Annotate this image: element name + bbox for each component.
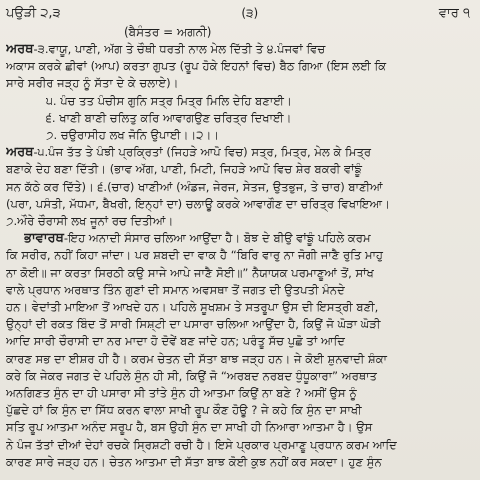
text-line: ਕਾਰਣ ਸਾਰੇ ਜੜ੍ਹ ਹਨ। ਚੇਤਨ ਆਤਮਾ ਦੀ ਸੱਤਾ ਬਾਝ ਕੋਈ ਕੁਝ ਨਹੀਂ ਕਰ ਸਕਦਾ। ਹੁਣ ਸੁੰਨ [6,454,382,469]
text-line: ਆਦਿ ਸਾਰੀ ਚੌਰਾਸੀ ਦਾ ਨਰ ਮਾਦਾ ਹੋ ਦੋਵੇਂ ਬਣ ਜਾਂਦੇ ਹਨ; ਪਰੰਤੂ ਸੱਚ ਪੁਛੋ ਤਾਂ ਆਦਿ [6,334,345,349]
text-line: (ਪਰਾ, ਪਸੰਤੀ, ਮੱਧਮਾ, ਬੈਖਰੀ, ਇਨ੍ਹਾਂ ਦਾ) ਚਲਾਊ ਕਰਕੇ ਆਵਾਗੌਣ ਦਾ ਚਰਿਤ੍ਰ ਵਿਖਾਇਆ। [6,196,390,211]
page-number: (੩) [241,6,259,21]
meaning-text: -੫.ਪੰਜ ਤੱਤ ਤੇ ਪੰਝੀ ਪ੍ਰਕ੍ਰਿਤਾਂ (ਜਿਹੜੇ ਆਪੋ ਵਿਚ) ਸਤ੍ਰ, ਮਿਤ੍ਰ, ਮੇਲ ਕੇ ਮਿਤ੍ਰ [33,145,372,160]
verse-line: ੭. ਚਉਰਾਸੀਹ ਲਖ ਜੋਨਿ ਉਪਾਈ।।੨।। [46,128,220,143]
text-line: ਕਾਰਣ ਸਭ ਦਾ ਈਸ਼ਰ ਹੀ ਹੈ। ਕਰਮ ਚੇਤਨ ਦੀ ਸੱਤਾ ਬਾਝ ਜੜ੍ਹ ਹਨ। ਜੇ ਕੋਈ ਸ਼ੁਨਵਾਦੀ ਸ਼ੰਕਾ [6,351,387,366]
meaning-paragraph-2-start [6,144,470,161]
explanation-term: ਭਾਵਾਰਥ [24,231,64,247]
text-line: ਕਰੇ ਕਿ ਜੇਕਰ ਜਗਤ ਦੇ ਪਹਿਲੇ ਸੁੰਨ ਹੀ ਸੀ, ਕਿਉਂ ਜੋ “ਅਰਬਦ ਨਰਬਦ ਧੁੰਧੂਕਾਰਾ” ਅਰਥਾਤ [6,368,377,383]
header-pauri: ਪਉੜੀ ੨,੩ [6,6,61,22]
text-line: ੭.ਔਰੇ ਚੌਰਾਸੀ ਲਖ ਜੂਨਾਂ ਰਚ ਦਿਤੀਆਂ। [6,214,174,229]
text-line: ਕਿ ਸਰੀਰ, ਨਹੀਂ ਕਿਹਾ ਜਾਂਦਾ। ਪਰ ਸ਼ਬਦੀ ਦਾ ਵਾਕ ਹੈ “ਬਿਰਿ ਵਾਰੁ ਨਾ ਜੋਗੀ ਜਾਣੈ ਰੁਤਿ ਮਾਹੁ [6,248,384,263]
text-line: ਨਾ ਕੋਈ॥ ਜਾ ਕਰਤਾ ਸਿਰਠੀ ਕਉ ਸਾਜੇ ਆਪੇ ਜਾਣੈ ਸੋਈ॥” ਨੈਯਾਯਕ ਪਰਮਾਣੂਆਂ ਤੋਂ, ਸਾਂਖ [6,265,374,280]
verse-line: ੫. ਪੰਚ ਤਤ ਪੰਚੀਸ ਗੁਨਿ ਸਤ੍ਰ ਮਿਤ੍ਰ ਮਿਲਿ ਦੇਹਿ ਬਣਾਈ। [46,93,292,108]
meaning-text: -੩.ਵਾਯੂ, ਪਾਣੀ, ਅੱਗ ਤੇ ਚੌਥੀ ਧਰਤੀ ਨਾਲ ਮੇਲ ਦਿੱਤੀ ਤੇ ੪.ਪੰਜਵਾਂ ਵਿਚ [33,42,326,56]
text-line: ਸਤਿ ਰੂਪ ਆਤਮਾ ਅਨੰਦ ਸਰੂਪ ਹੈ, ਬਸ ਉਹੀ ਸੁੰਨ ਦਾ ਸਾਖੀ ਹੀ ਨਿਆਰਾ ਆਤਮਾ ਹੈ। ਉਸ [6,420,373,435]
header-var: ਵਾਰ ੧ [438,6,470,22]
page-header [6,4,470,24]
meaning-term: ਅਰਥ [6,145,34,161]
text-line: ਉਨ੍ਹਾਂ ਦੀ ਰਕਤ ਬਿੰਦ ਤੋਂ ਸਾਰੀ ਸਿਸ਼੍ਟੀ ਦਾ ਪਸਾਰਾ ਚਲਿਆ ਆਉਂਦਾ ਹੈ, ਕਿਉਂ ਜੋ ਘੋੜਾ ਘੋੜੀ [6,317,381,332]
verse-line: ੬. ਖਾਣੀ ਬਾਣੀ ਚਲਿਤੁ ਕਰਿ ਆਵਾਗਉਣ ਚਰਿਤ੍ਰ ਦਿਖਾਈ। [46,110,292,125]
text-line: ਸਨ ਕੱਠੇ ਕਰ ਦਿੱਤੇ)। ੬.(ਚਾਰ) ਖਾਣੀਆਂ (ਅੰਡਜ, ਜੇਰਜ, ਸੇਤਜ, ਉਤਭੁਜ, ਤੇ ਚਾਰ) ਬਾਣੀਆਂ [6,179,383,194]
explanation-paragraph-start [24,230,470,247]
text-line: ਨੇ ਪੰਜ ਤੱਤਾਂ ਦੀਆਂ ਦੇਹਾਂ ਰਚਕੇ ਸ੍ਰਿਸ਼ਟੀ ਰਚੀ ਹੈ। ਇਸੇ ਪ੍ਰਕਾਰ ਪ੍ਰਮਾਣੂ ਪ੍ਰਧਾਨ ਕਰਮ ਆਦਿ [6,437,397,452]
text-line: ਹਨ। ਵੇਦਾਂਤੀ ਮਾਇਆ ਤੋਂ ਆਖਦੇ ਹਨ। ਪਹਿਲੇ ਸੂਖਸ਼ਮ ਤੇ ਸਤਰੂਪਾ ਉਸ ਦੀ ਇਸਤ੍ਰੀ ਬਣੀ, [6,300,379,315]
gloss-line: (ਬੈਸੰਤਰ = ਅਗਨੀ) [124,25,212,39]
text-line: ਅਕਾਸ ਕਰਕੇ ਛੀਵਾਂ (ਆਪ) ਕਰਤਾ ਗੁਪਤ (ਰੂਪ ਹੋਕੇ ਇਹਨਾਂ ਵਿਚ) ਬੈਠ ਗਿਆ (ਇਸ ਲਈ ਕਿ [6,59,387,74]
text-line: ਅਨਗਿਣਤ ਸੁੰਨ ਦਾ ਹੀ ਪਸਾਰਾ ਸੀ ਤਾਂਤੇ ਸੁੰਨ ਹੀ ਆਤਮਾ ਕਿਉਂ ਨਾ ਬਣੇ ? ਅਸੀਂ ਉਸ ਨੂੰ [6,386,357,401]
explanation-text: -ਇਹ ਅਨਾਦੀ ਸੰਸਾਰ ਚਲਿਆ ਆਉਂਦਾ ਹੈ। ਬੋਝ ਦੇ ਬੀਉ ਵਾਂਙੂੰ ਪਹਿਲੇ ਕਰਮ [63,231,371,246]
meaning-term: ਅਰਥ [6,42,34,57]
text-line: ਸਾਰੇ ਸਰੀਰ ਜੜ੍ਹ ਨੂੰ ਸੱਤਾ ਦੇ ਕੇ ਚਲਾਏ)। [6,76,179,91]
text-line: ਵਾਲੇ ਪ੍ਰਧਾਨ ਅਰਥਾਤ ਤਿੰਨ ਗੁਣਾਂ ਦੀ ਸਮਾਨ ਅਵਸਥਾ ਤੋਂ ਜਗਤ ਦੀ ਉਤਪਤੀ ਮੰਨਦੇ [6,282,345,297]
text-line: ਬਣਾਕੇ ਦੇਹ ਬਣਾ ਦਿੱਤੀ। (ਭਾਵ ਅੱਗ, ਪਾਣੀ, ਮਿਟੀ, ਜਿਹੜੇ ਆਪੋ ਵਿਚ ਸ਼ੇਰ ਬਕਰੀ ਵਾਂਙੂੰ [6,162,363,177]
meaning-paragraph-1-start [6,41,470,58]
text-line: ਪੁੱਛਦੇ ਹਾਂ ਕਿ ਸੁੰਨ ਦਾ ਸਿੱਧ ਕਰਨ ਵਾਲਾ ਸਾਖੀ ਰੂਪ ਕੌਣ ਹੋਊ ? ਜੇ ਕਹੇ ਕਿ ਸੁੰਨ ਦਾ ਸਾਖੀ [6,403,362,418]
